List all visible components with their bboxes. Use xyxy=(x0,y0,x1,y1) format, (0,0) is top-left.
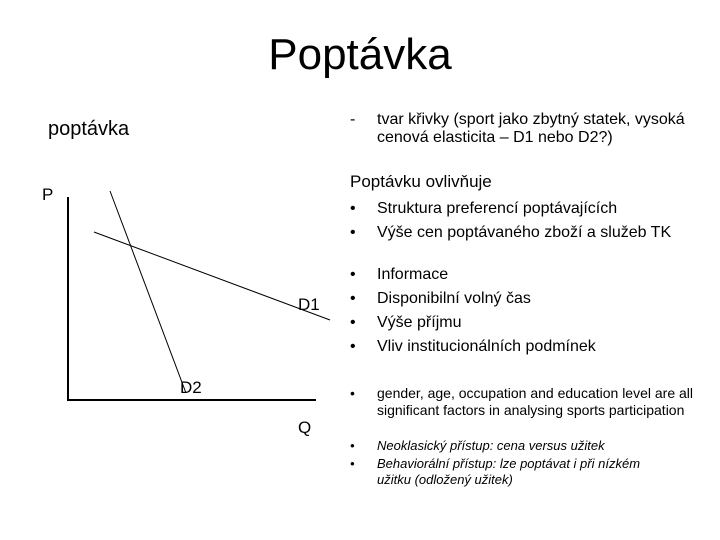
axis-label-price: P xyxy=(42,185,54,204)
list-item-text: Struktura preferencí poptávajících xyxy=(377,200,618,217)
curve-label-d2: D2 xyxy=(180,378,202,397)
bullet: • xyxy=(350,314,356,331)
slide-title: Poptávka xyxy=(268,30,452,79)
demand-curve-d2 xyxy=(110,191,186,393)
factors-heading: Poptávku ovlivňuje xyxy=(350,172,492,191)
list-item-text: Neoklasický přístup: cena versus užitek xyxy=(377,438,605,453)
bullet: • xyxy=(350,200,356,217)
list-item-text: Informace xyxy=(377,266,449,283)
list-item-text: Behaviorální přístup: lze poptávat i při nízkém užitku (odložený užitek) xyxy=(377,456,641,487)
bullet: • xyxy=(350,290,356,307)
list-item-text: Disponibilní volný čas xyxy=(377,290,531,307)
intro-text: tvar křivky (sport jako zbytný statek, vysoká cenová elasticita – D1 nebo D2?) xyxy=(377,111,685,146)
bullet: • xyxy=(350,224,356,241)
axis-label-quantity: Q xyxy=(298,418,312,437)
bullet: • xyxy=(350,385,355,401)
bullet: • xyxy=(350,438,355,453)
demand-curve-d1 xyxy=(94,232,330,320)
curve-label-d1: D1 xyxy=(298,295,320,314)
bullet: • xyxy=(350,266,356,283)
list-item-text: Výše cen poptávaného zboží a služeb TK xyxy=(377,224,672,241)
dash-bullet: - xyxy=(350,111,356,128)
list-item-text: gender, age, occupation and education level are all significant factors in analysing sports participation xyxy=(377,385,694,418)
list-item-text: Vliv institucionálních podmínek xyxy=(377,338,596,355)
section-label: poptávka xyxy=(48,118,130,140)
bullet: • xyxy=(350,338,356,355)
bullet: • xyxy=(350,456,355,471)
list-item-text: Výše příjmu xyxy=(377,314,462,331)
